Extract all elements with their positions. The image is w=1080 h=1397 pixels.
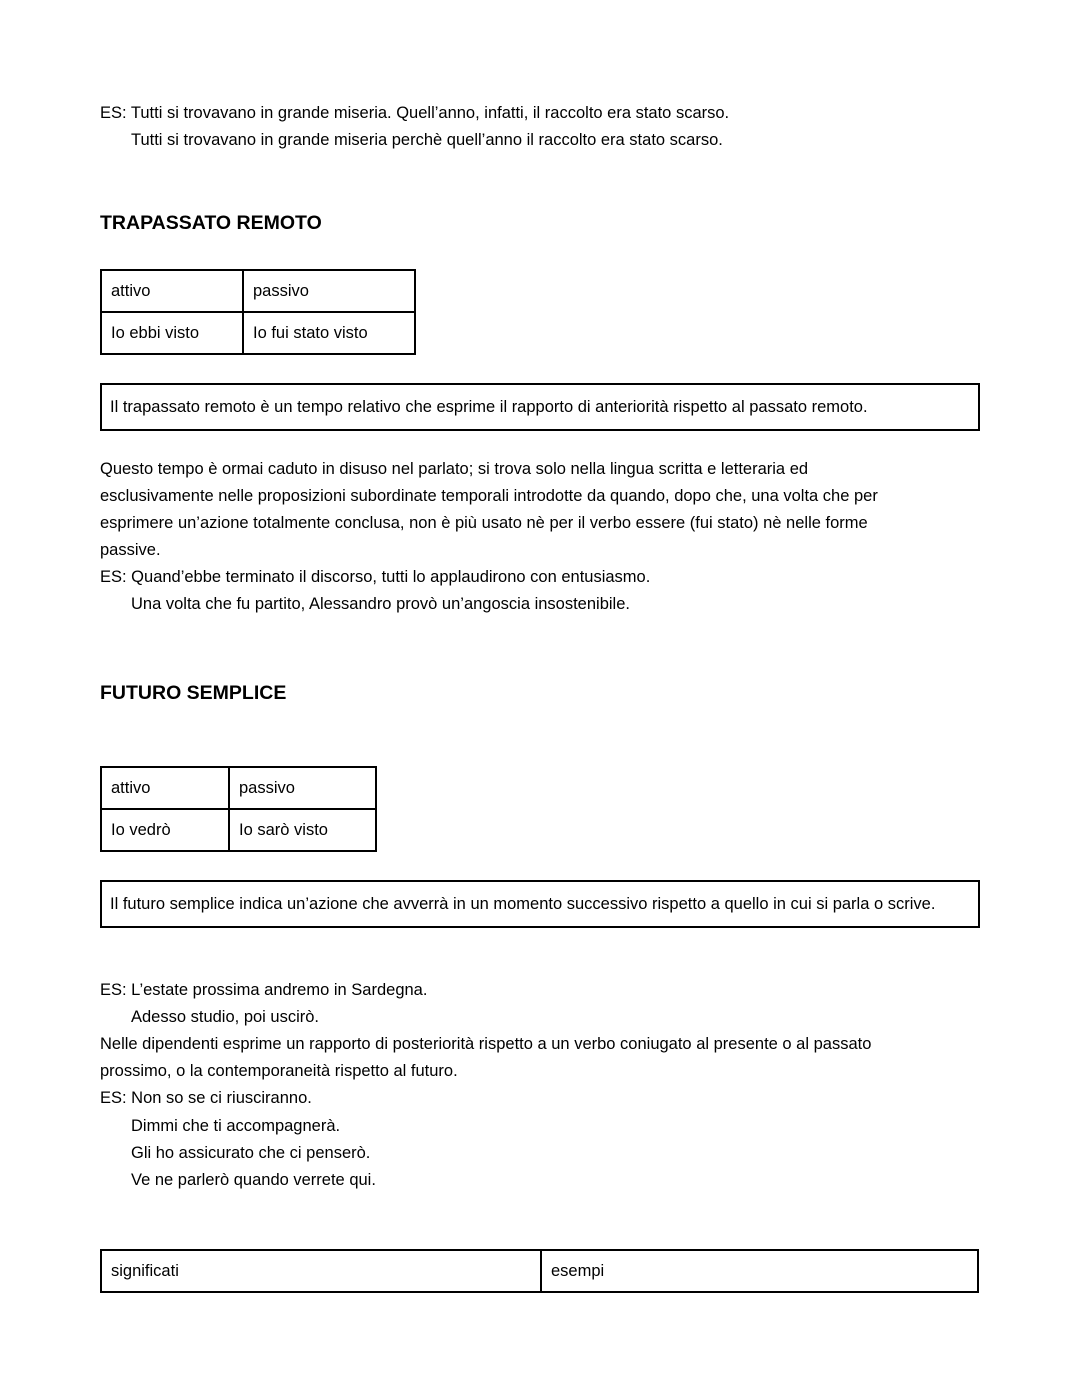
paragraph-line: esclusivamente nelle proposizioni subordinate temporali introdotte da quando, dopo che, una volta che per <box>100 487 878 505</box>
conjugation-table-trapassato <box>100 269 416 355</box>
meanings-table <box>100 1249 979 1293</box>
table-cell: passivo <box>229 767 376 809</box>
text-line: Ve ne parlerò quando verrete qui. <box>131 1171 376 1189</box>
table-cell: Io sarò visto <box>229 809 376 851</box>
paragraph-line: passive. <box>100 541 161 559</box>
example-line: Una volta che fu partito, Alessandro provò un’angoscia insostenibile. <box>131 595 630 613</box>
example-line: Tutti si trovavano in grande miseria perchè quell’anno il raccolto era stato scarso. <box>131 131 723 149</box>
table-cell: attivo <box>101 270 243 312</box>
text-line: Gli ho assicurato che ci penserò. <box>131 1144 371 1162</box>
table-cell: Io vedrò <box>101 809 229 851</box>
text-line: ES: Non so se ci riusciranno. <box>100 1089 312 1107</box>
section-heading-trapassato-remoto: TRAPASSATO REMOTO <box>100 212 322 234</box>
text-line: ES: L’estate prossima andremo in Sardegna. <box>100 981 428 999</box>
table-cell: Io ebbi visto <box>101 312 243 354</box>
text-line: prossimo, o la contemporaneità rispetto al futuro. <box>100 1062 458 1080</box>
text-line: Nelle dipendenti esprime un rapporto di posteriorità rispetto a un verbo coniugato al presente o al passato <box>100 1035 872 1053</box>
example-line: ES: Quand’ebbe terminato il discorso, tutti lo applaudirono con entusiasmo. <box>100 568 651 586</box>
conjugation-table-futuro <box>100 766 377 852</box>
table-cell: attivo <box>101 767 229 809</box>
table-cell: passivo <box>243 270 415 312</box>
table-cell: significati <box>101 1250 541 1292</box>
text-line: Adesso studio, poi uscirò. <box>131 1008 320 1026</box>
definition-box-trapassato: Il trapassato remoto è un tempo relativo che esprime il rapporto di anteriorità rispetto al passato remoto. <box>100 383 980 431</box>
paragraph-line: esprimere un’azione totalmente conclusa, non è più usato nè per il verbo essere (fui stato) nè nelle forme <box>100 514 868 532</box>
section-heading-futuro-semplice: FUTURO SEMPLICE <box>100 682 287 704</box>
definition-box-futuro: Il futuro semplice indica un’azione che avverrà in un momento successivo rispetto a quello in cui si parla o scrive. <box>100 880 980 928</box>
text-line: Dimmi che ti accompagnerà. <box>131 1117 341 1135</box>
table-cell: Io fui stato visto <box>243 312 415 354</box>
paragraph-line: Questo tempo è ormai caduto in disuso nel parlato; si trova solo nella lingua scritta e letteraria ed <box>100 460 809 478</box>
table-cell: esempi <box>541 1250 978 1292</box>
example-line: ES: Tutti si trovavano in grande miseria. Quell’anno, infatti, il raccolto era stato scarso. <box>100 104 730 122</box>
